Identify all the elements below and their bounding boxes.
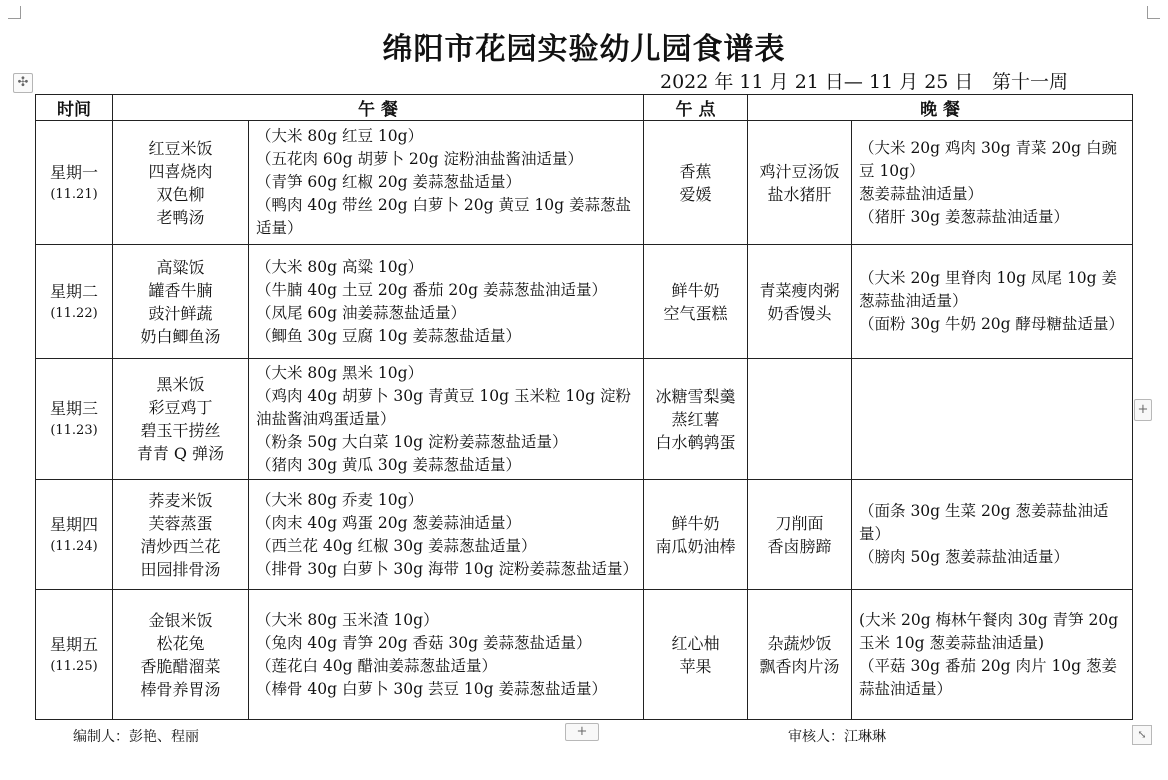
- snack-cell: 红心柚 苹果: [644, 590, 748, 720]
- day-date: (11.21): [50, 186, 98, 202]
- dinner-ingredients: [852, 480, 1133, 590]
- ingredient-line: （膀肉 50g 葱姜蒜盐油适量）: [859, 548, 1070, 566]
- header-lunch: 午 餐: [113, 95, 644, 121]
- plus-icon: +: [1137, 402, 1149, 417]
- ingredient-line: （大米 20g 鸡肉 30g 青菜 20g 白豌豆 10g）: [859, 138, 1118, 180]
- day-name: 星期五: [49, 634, 98, 654]
- snack-cell: 鲜牛奶 空气蛋糕: [644, 245, 748, 359]
- ingredient-line: （大米 80g 高粱 10g）: [256, 257, 424, 276]
- dinner-dishes: 杂蔬炒饭 飘香肉片汤: [748, 590, 852, 720]
- page-corner-mark: [1147, 6, 1160, 19]
- page-title: 绵阳市花园实验幼儿园食谱表: [382, 32, 786, 67]
- ingredient-line: （西兰花 40g 红椒 30g 姜蒜葱盐适量）: [256, 536, 537, 555]
- plus-icon: +: [576, 724, 588, 739]
- day-name: 星期四: [49, 514, 98, 534]
- day-date: (11.23): [50, 423, 98, 438]
- resize-icon: ⤡: [1137, 728, 1147, 741]
- ingredient-line: （大米 80g 黑米 10g）: [256, 363, 424, 382]
- day-cell: [36, 480, 113, 590]
- lunch-dishes: 荞麦米饭 芙蓉蒸蛋 清炒西兰花 田园排骨汤: [113, 480, 249, 590]
- dinner-dishes: [748, 359, 852, 480]
- snack-cell: 香蕉 爱媛: [644, 121, 748, 245]
- day-row: [36, 121, 1133, 245]
- day-row: [36, 480, 1133, 590]
- dinner-dishes: 刀削面 香卤膀蹄: [748, 480, 852, 590]
- ingredient-line: （五花肉 60g 胡萝卜 20g 淀粉油盐酱油适量）: [256, 150, 583, 168]
- ingredient-line: （粉条 50g 大白菜 10g 淀粉姜蒜葱盐适量）: [256, 432, 568, 451]
- ingredient-line: （莲花白 40g 醋油姜蒜葱盐适量）: [256, 656, 498, 675]
- day-row: [36, 359, 1133, 480]
- add-column-button[interactable]: [1134, 399, 1152, 421]
- lunch-dishes: 高粱饭 罐香牛腩 豉汁鲜蔬 奶白鲫鱼汤: [113, 245, 249, 359]
- day-name: 星期三: [49, 399, 98, 418]
- dinner-dishes: 鸡汁豆汤饭 盐水猪肝: [748, 121, 852, 245]
- lunch-dishes: 金银米饭 松花兔 香脆醋溜菜 棒骨养胃汤: [113, 590, 249, 720]
- page-corner-mark: [8, 6, 21, 19]
- lunch-ingredients: [249, 245, 644, 359]
- dinner-dishes: 青菜瘦肉粥 奶香馒头: [748, 245, 852, 359]
- ingredient-line: （大米 20g 里脊肉 10g 凤尾 10g 姜葱蒜盐油适量）: [859, 269, 1118, 310]
- table-resize-handle[interactable]: [1132, 725, 1152, 745]
- ingredient-line: （面粉 30g 牛奶 20g 酵母糖盐适量）: [859, 315, 1125, 333]
- ingredient-line: （鸡肉 40g 胡萝卜 30g 青黄豆 10g 玉米粒 10g 淀粉油盐酱油鸡蛋适量）: [256, 386, 631, 428]
- ingredient-line: 葱姜蒜盐油适量）: [859, 184, 984, 203]
- menu-table: [35, 94, 1133, 720]
- lunch-dishes: 红豆米饭 四喜烧肉 双色柳 老鸭汤: [113, 121, 249, 245]
- day-date: (11.25): [50, 658, 98, 674]
- ingredient-line: （大米 80g 乔麦 10g）: [256, 490, 424, 509]
- ingredient-line: （平菇 30g 番茄 20g 肉片 10g 葱姜蒜盐油适量）: [859, 656, 1118, 698]
- table-move-handle[interactable]: [13, 73, 33, 93]
- day-date: (11.24): [50, 538, 98, 554]
- dinner-ingredients: [852, 359, 1133, 480]
- day-row: [36, 245, 1133, 359]
- dinner-ingredients: [852, 245, 1133, 359]
- ingredient-line: （兔肉 40g 青笋 20g 香菇 30g 姜蒜葱盐适量）: [256, 633, 592, 652]
- lunch-ingredients: [249, 480, 644, 590]
- ingredient-line: （棒骨 40g 白萝卜 30g 芸豆 10g 姜蒜葱盐适量）: [256, 679, 607, 698]
- ingredient-line: (大米 20g 梅林午餐肉 30g 青笋 20g 玉米 10g 葱姜蒜盐油适量): [859, 610, 1119, 652]
- lunch-ingredients: [249, 359, 644, 480]
- day-cell: [36, 359, 113, 480]
- ingredient-line: （猪肝 30g 姜葱蒜盐油适量）: [859, 207, 1070, 226]
- snack-cell: 冰糖雪梨羹 蒸红薯 白水鹌鹑蛋: [644, 359, 748, 480]
- move-cross-icon: ✣: [17, 75, 29, 90]
- day-row: [36, 590, 1133, 720]
- ingredient-line: （鲫鱼 30g 豆腐 10g 姜蒜葱盐适量）: [256, 326, 521, 345]
- header-time: 时间: [36, 95, 113, 121]
- header-row: [36, 95, 1133, 121]
- dinner-ingredients: [852, 590, 1133, 720]
- lunch-ingredients: [249, 121, 644, 245]
- dinner-ingredients: [852, 121, 1133, 245]
- ingredient-line: （面条 30g 生菜 20g 葱姜蒜盐油适量）: [859, 502, 1109, 543]
- ingredient-line: （凤尾 60g 油姜蒜葱盐适量）: [256, 303, 467, 322]
- day-cell: [36, 590, 113, 720]
- add-row-button[interactable]: [565, 723, 599, 741]
- week-label: 第十一周: [992, 71, 1069, 93]
- ingredient-line: （大米 80g 红豆 10g）: [256, 127, 424, 145]
- ingredient-line: （牛腩 40g 土豆 20g 番茄 20g 姜蒜葱盐油适量）: [256, 280, 607, 299]
- ingredient-line: （猪肉 30g 黄瓜 30g 姜蒜葱盐适量）: [256, 455, 521, 474]
- day-cell: [36, 245, 113, 359]
- header-dinner: 晚 餐: [748, 95, 1133, 121]
- reviewer-credit: 审核人：江琳琳: [788, 729, 886, 745]
- day-name: 星期二: [49, 281, 98, 301]
- lunch-ingredients: [249, 590, 644, 720]
- snack-cell: 鲜牛奶 南瓜奶油棒: [644, 480, 748, 590]
- date-range: 2022 年 11 月 21 日— 11 月 25 日: [660, 71, 974, 93]
- ingredient-line: （青笋 60g 红椒 20g 姜蒜葱盐适量）: [256, 173, 521, 191]
- ingredient-line: （大米 80g 玉米渣 10g）: [256, 610, 439, 629]
- header-snack: 午 点: [644, 95, 748, 121]
- day-name: 星期一: [49, 162, 98, 182]
- ingredient-line: （鸭肉 40g 带丝 20g 白萝卜 20g 黄豆 10g 姜蒜葱盐适量）: [256, 196, 631, 237]
- day-date: (11.22): [50, 305, 98, 321]
- ingredient-line: （肉末 40g 鸡蛋 20g 葱姜蒜油适量）: [256, 513, 521, 532]
- lunch-dishes: 黑米饭 彩豆鸡丁 碧玉干捞丝 青青 Q 弹汤: [113, 359, 249, 480]
- ingredient-line: （排骨 30g 白萝卜 30g 海带 10g 淀粉姜蒜葱盐适量）: [256, 559, 638, 578]
- editor-credit: 编制人：彭艳、程丽: [73, 729, 199, 745]
- day-cell: [36, 121, 113, 245]
